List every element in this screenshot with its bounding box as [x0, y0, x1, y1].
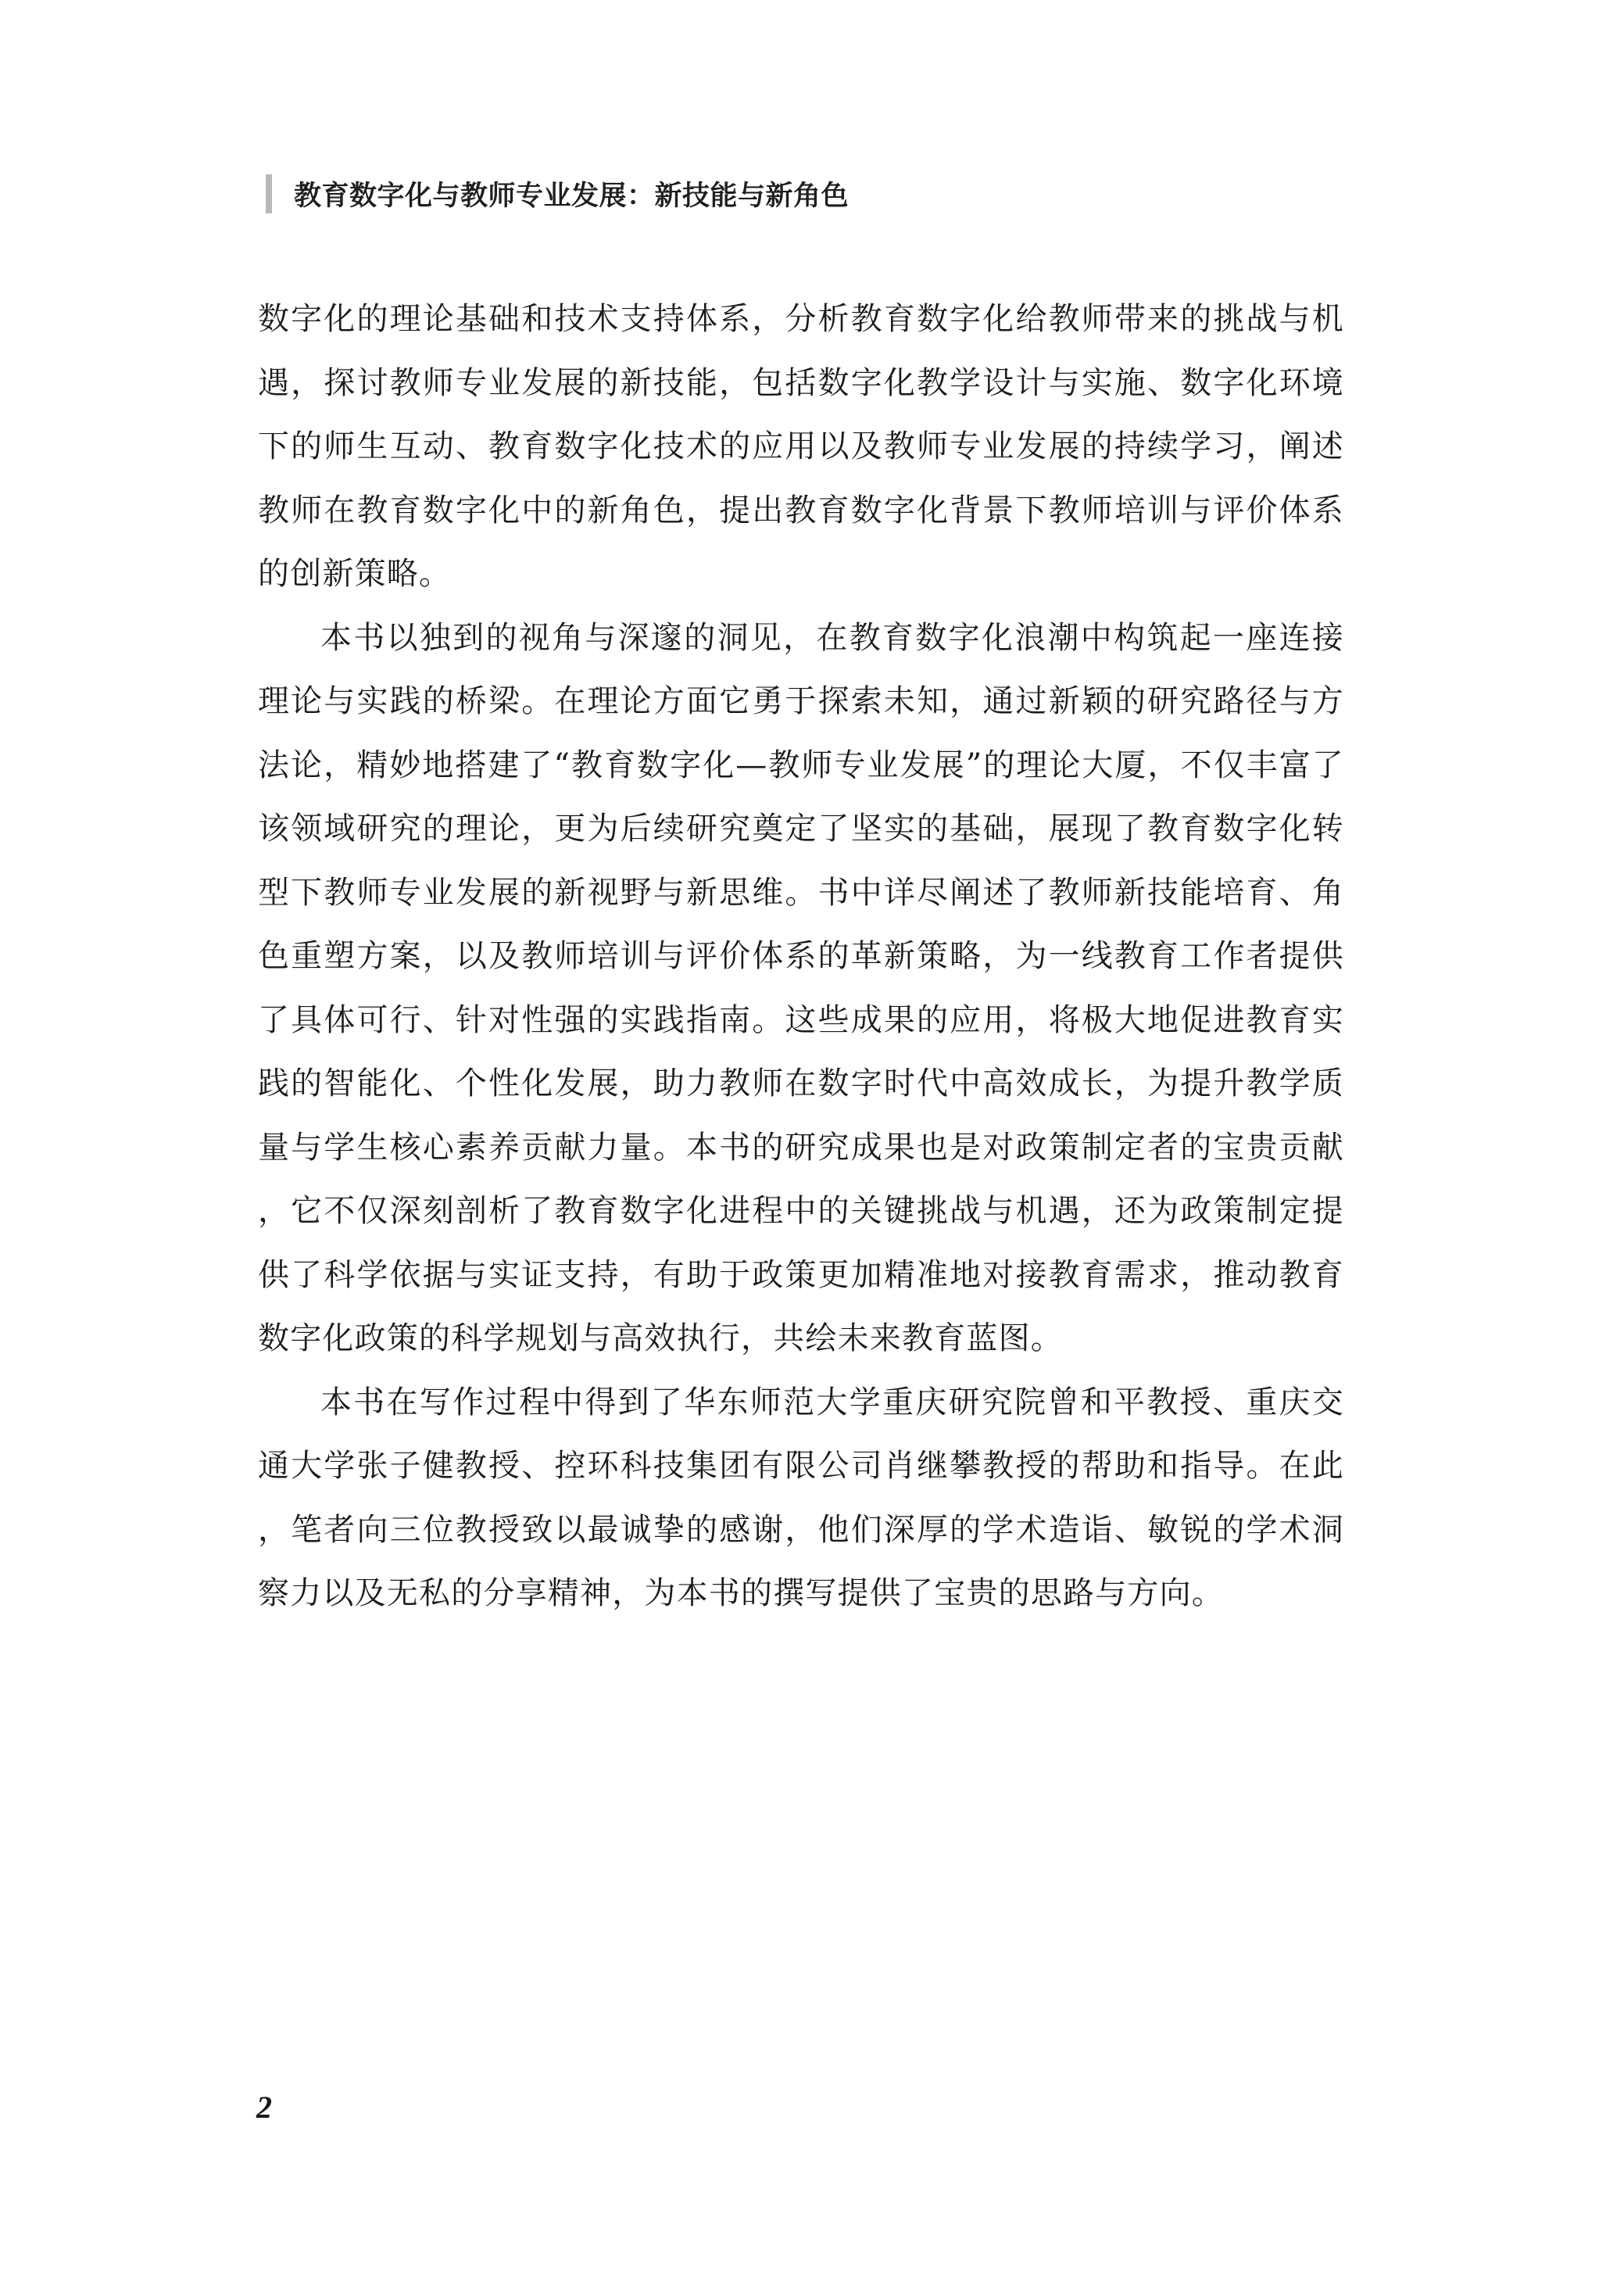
- paragraph-book-contribution: 本书以独到的视角与深邃的洞见，在教育数字化浪潮中构筑起一座连接理论与实践的桥梁。在理论方面它勇于探索未知，通过新颖的研究路径与方法论，精妙地搭建了“教育数字化—教师专业发展”的理论大厦，不仅丰富了该领域研究的理论，更为后续研究奠定了坚实的基础，展现了教育数字化转型下教师专业发展的新视野与新思维。书中详尽阐述了教师新技能培育、角色重塑方案，以及教师培训与评价体系的革新策略，为一线教育工作者提供了具体可行、针对性强的实践指南。这些成果的应用，将极大地促进教育实践的智能化、个性化发展，助力教师在数字时代中高效成长，为提升教学质量与学生核心素养贡献力量。本书的研究成果也是对政策制定者的宝贵贡献，它不仅深刻剖析了教育数字化进程中的关键挑战与机遇，还为政策制定提供了科学依据与实证支持，有助于政策更加精准地对接教育需求，推动教育数字化政策的科学规划与高效执行，共绘未来教育蓝图。: [258, 619, 1344, 1356]
- header-bar-decoration: [266, 174, 272, 213]
- running-header: [266, 174, 849, 214]
- paragraph-continued: 数字化的理论基础和技术支持体系，分析教育数字化给教师带来的挑战与机遇，探讨教师专业发展的新技能，包括数字化教学设计与实施、数字化环境下的师生互动、教育数字化技术的应用以及教师专业发展的持续学习，阐述教师在教育数字化中的新角色，提出教育数字化背景下教师培训与评价体系的创新策略。: [258, 301, 1344, 592]
- body-text: [258, 288, 1344, 1626]
- running-header-title: 教育数字化与教师专业发展：新技能与新角色: [294, 181, 850, 212]
- page-number: 2: [256, 2090, 272, 2125]
- paragraph-acknowledgements: 本书在写作过程中得到了华东师范大学重庆研究院曾和平教授、重庆交通大学张子健教授、控环科技集团有限公司肖继攀教授的帮助和指导。在此，笔者向三位教授致以最诚挚的感谢，他们深厚的学术造诣、敏锐的学术洞察力以及无私的分享精神，为本书的撰写提供了宝贵的思路与方向。: [258, 1384, 1344, 1611]
